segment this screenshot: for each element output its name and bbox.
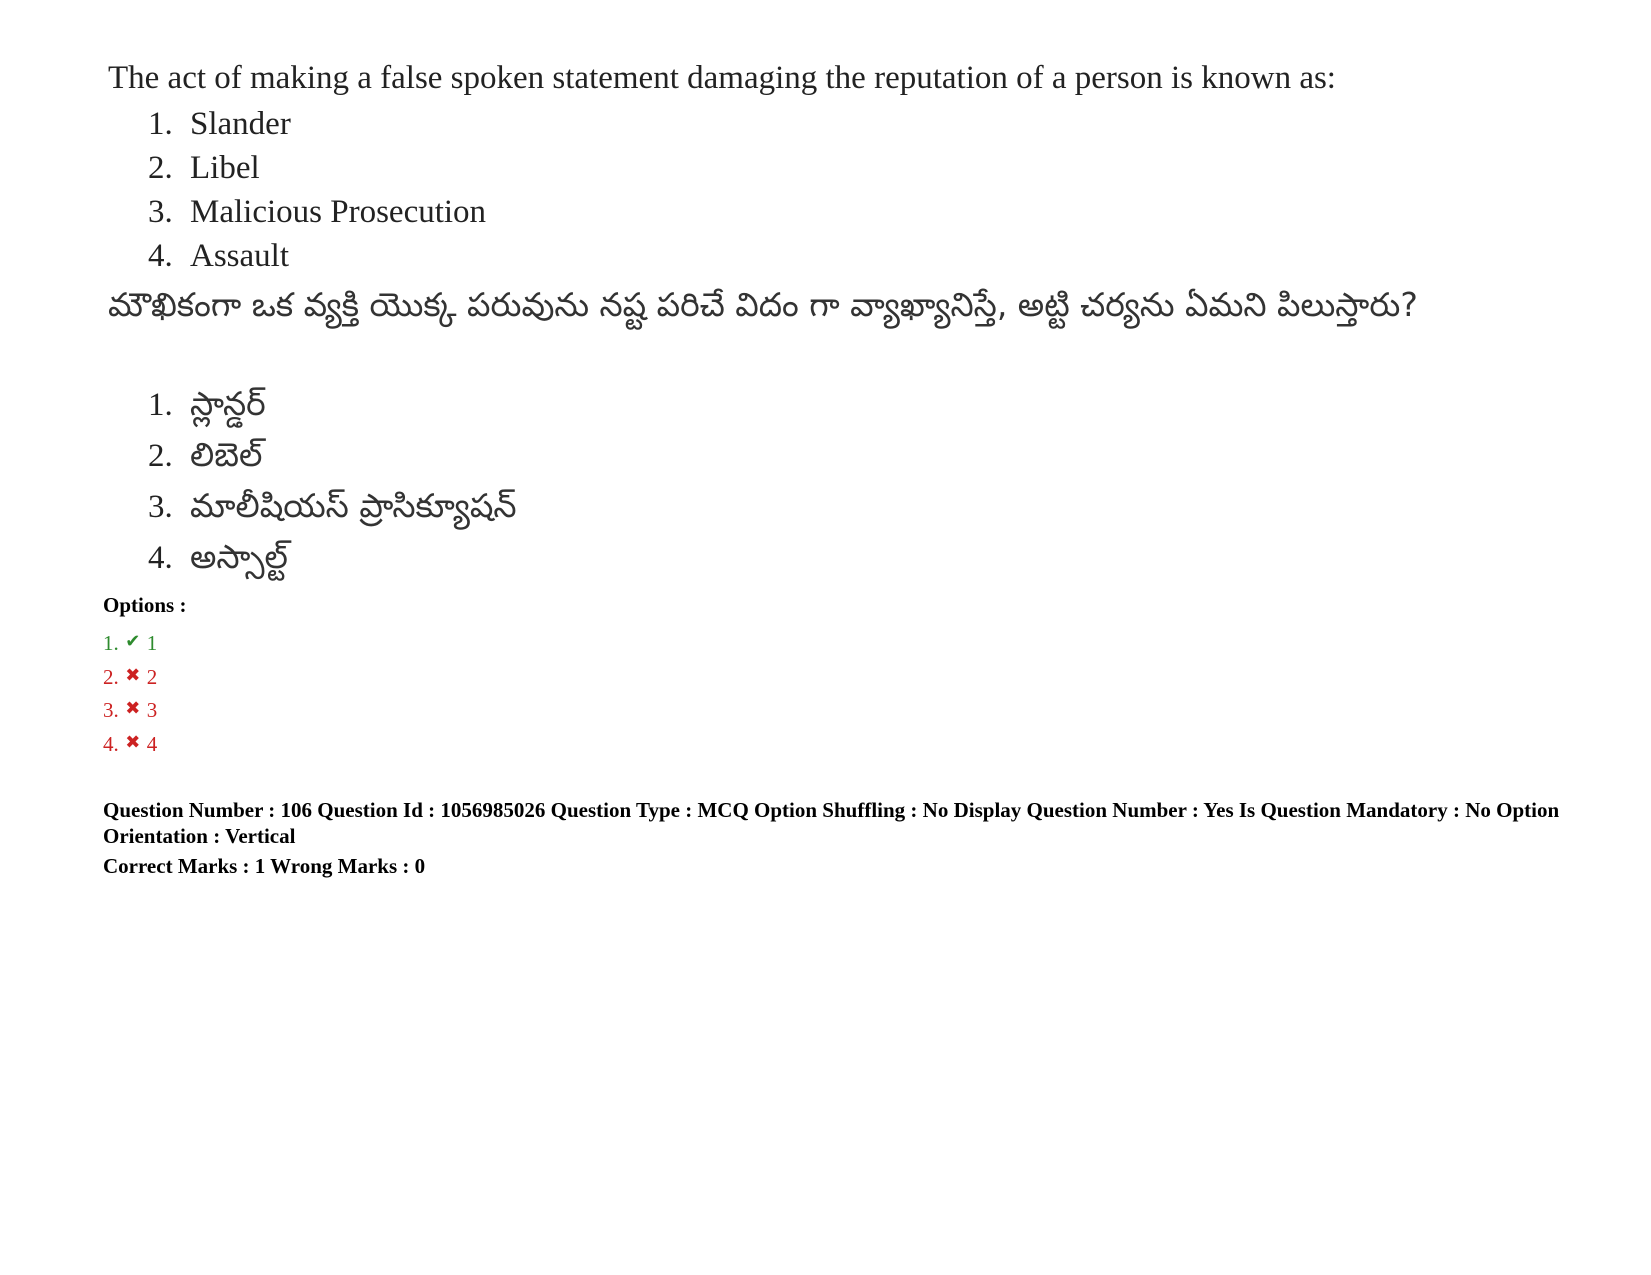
option-text: లిబెల్ — [190, 435, 263, 474]
option-number: 2. — [148, 438, 173, 474]
option-telugu-3 — [148, 480, 517, 531]
question-text-english: The act of making a false spoken statement damaging the reputation of a person is known as: — [108, 60, 1336, 96]
options-heading: Options : — [103, 593, 187, 617]
answer-value: 4 — [146, 731, 158, 756]
option-number: 3. — [148, 194, 173, 230]
answer-option-3 — [103, 692, 157, 726]
question-options-english — [148, 102, 486, 278]
option-english-1 — [148, 102, 486, 146]
option-text: మాలీషియస్ ప్రాసిక్యూషన్ — [190, 486, 517, 525]
option-number: 4. — [148, 238, 173, 274]
answer-value: 1 — [146, 631, 158, 655]
option-text: Slander — [190, 106, 291, 142]
option-number: 2. — [148, 150, 173, 186]
option-number: 1. — [148, 387, 173, 423]
cross-icon: ✖ — [125, 698, 141, 719]
cross-icon: ✖ — [125, 664, 141, 686]
answer-option-4 — [103, 726, 157, 760]
option-text: Malicious Prosecution — [190, 194, 487, 230]
answer-number: 2. — [103, 664, 119, 689]
answer-value: 3 — [146, 698, 158, 722]
option-number: 1. — [148, 106, 173, 142]
cross-icon: ✖ — [125, 731, 141, 753]
option-text: అస్సాల్ట్ — [190, 537, 288, 576]
marks-info: Correct Marks : 1 Wrong Marks : 0 — [103, 854, 426, 878]
option-number: 3. — [148, 489, 173, 525]
question-options-telugu — [148, 378, 517, 582]
option-english-4 — [148, 234, 486, 278]
option-telugu-2 — [148, 429, 517, 480]
answer-key-list — [103, 625, 157, 759]
answer-number: 4. — [103, 731, 119, 756]
check-icon: ✔ — [125, 631, 141, 652]
answer-option-1 — [103, 625, 157, 659]
option-text: Libel — [190, 150, 260, 186]
option-number: 4. — [148, 540, 173, 576]
option-telugu-4 — [148, 531, 517, 582]
answer-number: 3. — [103, 698, 119, 722]
option-english-2 — [148, 146, 486, 190]
option-text: స్లాన్డర్ — [190, 384, 266, 423]
option-telugu-1 — [148, 378, 517, 429]
option-english-3 — [148, 190, 486, 234]
answer-number: 1. — [103, 631, 119, 655]
answer-value: 2 — [146, 664, 158, 689]
option-text: Assault — [190, 238, 289, 274]
question-text-telugu: మౌఖికంగా ఒక వ్యక్తి యొక్క పరువును నష్ట పరిచే విదం గా వ్యాఖ్యానిస్తే, అట్టి చర్యను ఏమని పిలుస్తారు? — [108, 285, 1418, 324]
question-metadata: Question Number : 106 Question Id : 1056985026 Question Type : MCQ Option Shuffling : No Display Question Number : Yes Is Question Mandatory : No Option Orientation : Vertical — [103, 798, 1560, 848]
answer-option-2 — [103, 659, 157, 693]
